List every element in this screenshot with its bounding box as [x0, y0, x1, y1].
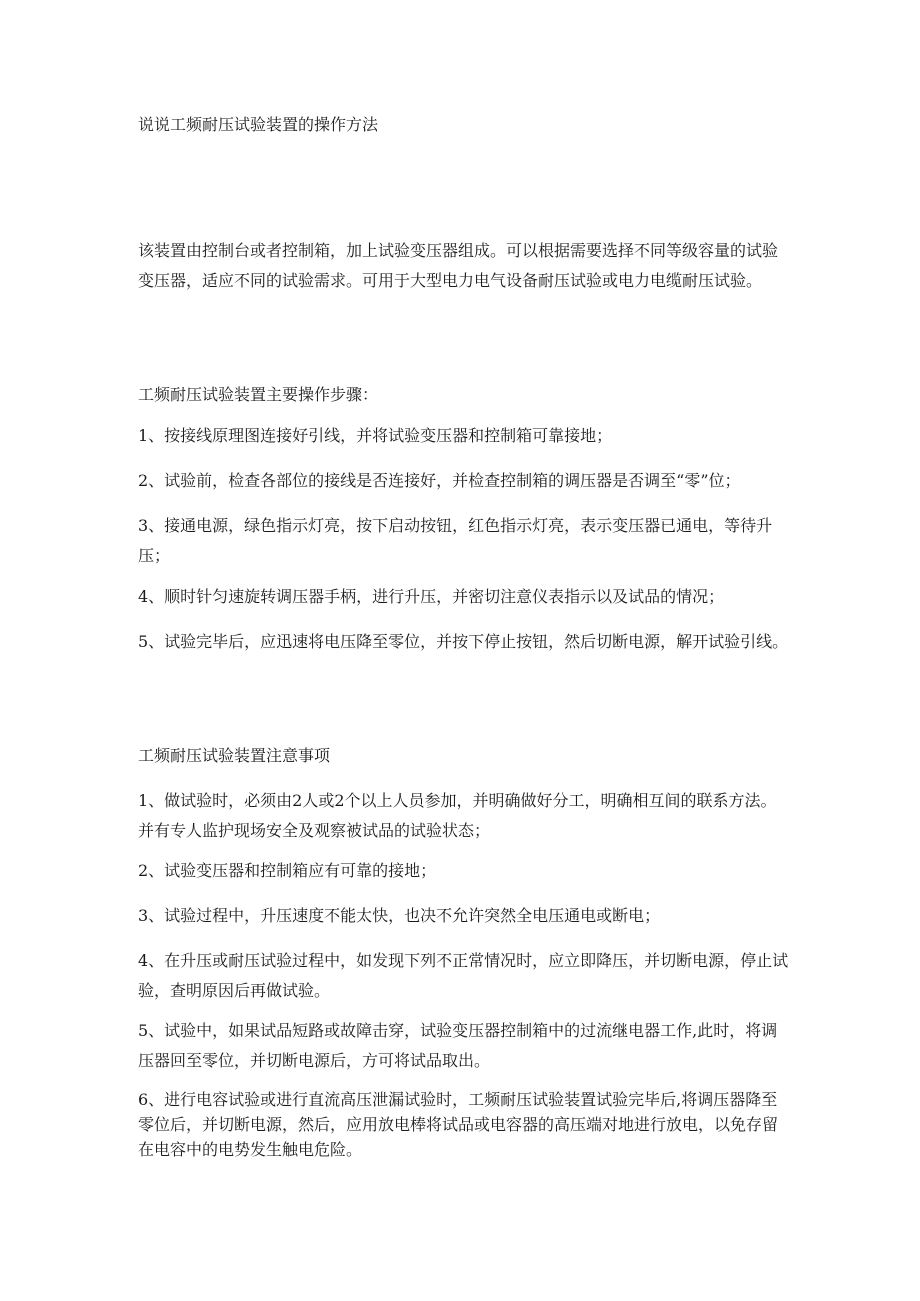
- intro-paragraph: 该装置由控制台或者控制箱，加上试验变压器组成。可以根据需要选择不同等级容量的试验变压器，适应不同的试验需求。可用于大型电力电气设备耐压试验或电力电缆耐压试验。: [138, 241, 779, 290]
- operation-step: 5、试验完毕后，应迅速将电压降至零位，并按下停止按钮，然后切断电源，解开试验引线。: [138, 632, 789, 651]
- document-title: 说说工频耐压试验装置的操作方法: [138, 115, 379, 134]
- operation-heading: 工频耐压试验装置主要操作步骤：: [138, 385, 379, 404]
- operation-step: 3、接通电源，绿色指示灯亮，按下启动按钮，红色指示灯亮，表示变压器已通电，等待升压；: [138, 516, 773, 565]
- precaution-item: 3、试验过程中，升压速度不能太快，也决不允许突然全电压通电或断电；: [138, 906, 661, 925]
- operation-step: 1、按接线原理图连接好引线，并将试验变压器和控制箱可靠接地；: [138, 426, 613, 445]
- operation-step: 4、顺时针匀速旋转调压器手柄，进行升压，并密切注意仪表指示以及试品的情况；: [138, 587, 725, 606]
- precaution-item: 5、试验中，如果试品短路或故障击穿，试验变压器控制箱中的过流继电器工作,此时，将调压器回至零位，并切断电源后，方可将试品取出。: [138, 1021, 778, 1070]
- precaution-item: 1、做试验时，必须由2人或2个以上人员参加，并明确做好分工，明确相互间的联系方法。并有专人监护现场安全及观察被试品的试验状态；: [138, 791, 777, 840]
- precautions-heading: 工频耐压试验装置注意事项: [138, 746, 331, 765]
- precaution-item: 6、进行电容试验或进行直流高压泄漏试验时，工频耐压试验装置试验完毕后,将调压器降至零位后，并切断电源，然后，应用放电棒将试品或电容器的高压端对地进行放电，以免存留在电容中的电势发生触电危险。: [138, 1090, 779, 1159]
- precaution-item: 2、试验变压器和控制箱应有可靠的接地；: [138, 861, 437, 880]
- precaution-item: 4、在升压或耐压试验过程中，如发现下列不正常情况时，应立即降压，并切断电源，停止试验，查明原因后再做试验。: [138, 951, 789, 1000]
- operation-step: 2、试验前，检查各部位的接线是否连接好，并检查控制箱的调压器是否调至“零”位；: [138, 471, 741, 490]
